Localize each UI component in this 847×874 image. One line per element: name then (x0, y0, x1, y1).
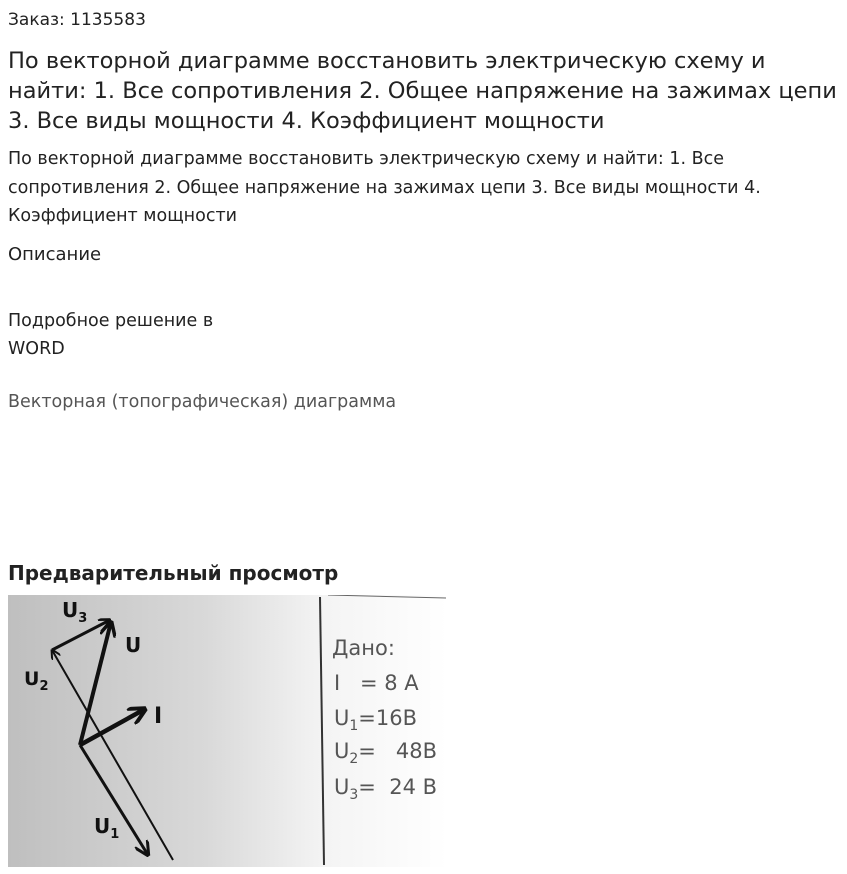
given-u1: $U_1=16В$ (334, 706, 418, 734)
u3-label: $U_3$ (62, 598, 88, 626)
given-u3: $U_3= 24$ В (334, 775, 438, 803)
preview-image (8, 595, 448, 867)
solution-note-line1: Подробное решение в (8, 311, 214, 331)
solution-note-line2: WORD (8, 339, 65, 359)
diagram-caption: Векторная (топографическая) диаграмма (8, 392, 397, 412)
solution-note (8, 307, 268, 363)
i-label: I (154, 704, 163, 729)
description-heading: Описание (8, 244, 102, 265)
page-title: По векторной диаграмме восстановить электрическую схему и найти: 1. Все сопротивления 2. Общее напряжение на зажимах цепи 3. Все виды мощности 4. Коэффициент мощности (8, 48, 837, 134)
task-summary: По векторной диаграмме восстановить электрическую схему и найти: 1. Все сопротивления 2. Общее напряжение на зажимах цепи 3. Все виды мощности 4. Коэффициент мощности (8, 149, 761, 226)
given-u2: $U_2= 48В$ (334, 739, 438, 767)
given-current-value: = 8 А (360, 671, 419, 695)
u2-label: $U_2$ (24, 668, 49, 694)
given-current-name: I (334, 671, 341, 695)
given-title: Дано: (332, 636, 395, 660)
u-label: U (125, 633, 142, 657)
u1-label: $U_1$ (94, 814, 120, 842)
order-number: Заказ: 1135583 (8, 10, 146, 30)
preview-heading: Предварительный просмотр (8, 561, 339, 585)
